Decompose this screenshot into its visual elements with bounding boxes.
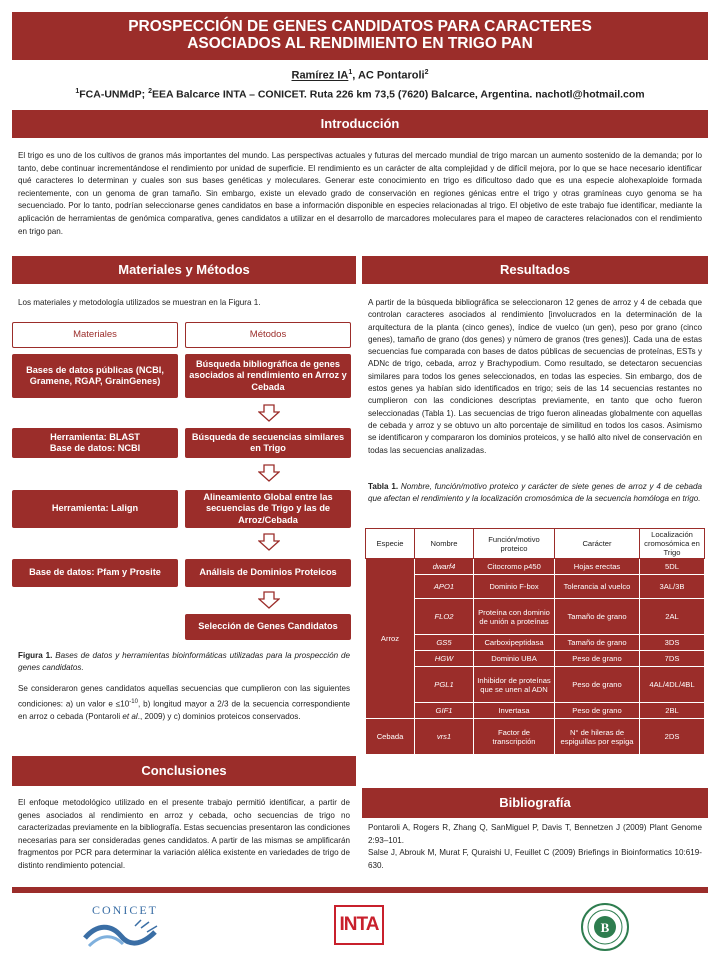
poster-title <box>12 12 708 60</box>
gene-function: Inhibidor de proteínas que se unen al ADN <box>474 667 555 703</box>
gene-trait: Tolerancia al vuelco <box>555 575 640 599</box>
table-1-caption: Tabla 1. Nombre, función/motivo proteico y carácter de siete genes de arroz y 4 de cebada que afectan el rendimiento y la localización cromosómica de la secuencia homóloga en trigo. <box>368 482 702 503</box>
methods-intro-text: Los materiales y metodología utilizados se muestran en la Figura 1. <box>18 298 261 307</box>
gene-location: 2BL <box>640 703 705 719</box>
gene-name: dwarf4 <box>415 559 474 575</box>
gene-location: 2AL <box>640 599 705 635</box>
gene-location: 3DS <box>640 635 705 651</box>
materials-box-lalign: Herramienta: Lalign <box>12 490 178 528</box>
gene-name: APO1 <box>415 575 474 599</box>
gene-name: GS5 <box>415 635 474 651</box>
author-ramirez: Ramírez IA <box>291 69 349 82</box>
authors: Ramírez $IA^1$, AC Pontaroli$^2$ <box>291 69 429 82</box>
conclusions-heading: Conclusiones <box>12 756 356 786</box>
gene-function: Citocromo p450 <box>474 559 555 575</box>
arrow-down-icon <box>258 464 280 482</box>
gene-name: PGL1 <box>415 667 474 703</box>
gene-trait: Tamaño de grano <box>555 599 640 635</box>
seal-icon <box>580 902 630 952</box>
methods-box-similar-search: Búsqueda de secuencias similares en Trigo <box>185 428 351 458</box>
results-heading: Resultados <box>362 256 708 284</box>
gene-trait: Peso de grano <box>555 667 640 703</box>
bibliography-ref-1: Pontaroli A, Rogers R, Zhang Q, SanMiguel P, Davis T, Bennetzen J (2009) Plant Genome 2:93–101. <box>368 823 702 845</box>
table-row <box>366 651 705 667</box>
author-pontaroli: , AC Pontaroli <box>352 69 425 82</box>
methods-heading: Materiales y Métodos <box>12 256 356 284</box>
gene-name: vrs1 <box>415 719 474 755</box>
conicet-logo <box>75 903 175 953</box>
bibliography-heading: Bibliografía <box>362 788 708 818</box>
col-header-trait: Carácter <box>555 529 640 559</box>
candidate-criteria-text: Se consideraron genes candidatos aquellas secuencias que cumplieron con las siguientes condiciones: a) un valor $e \le 10^{-10}$, b) longitud mayor a 2/3 de la secuencia correspondiente en arroz o cebada (Pontaroli et al., 2009) y c) dominios proteicos conservados. <box>18 684 350 721</box>
gene-trait: Peso de grano <box>555 651 640 667</box>
col-header-species: Especie <box>366 529 415 559</box>
arrow-down-icon <box>258 591 280 609</box>
gene-trait: Peso de grano <box>555 703 640 719</box>
gene-location: 2DS <box>640 719 705 755</box>
seal-letter: B <box>600 920 610 935</box>
conclusions-text: El enfoque metodológico utilizado en el presente trabajo permitió identificar, a partir de genes asociados al rendimiento en arroz y cebada, ocho secuencias de trigo no caracterizadas previamente en la bibliografía. Estas secuencias presentaron las condiciones necesarias para ser consideradas genes candidatos. A partir de las mismas se amplificarán fragmentos por PCR para determinar la variación alélica existente en variedades de trigo de distinto rendimiento potencial. <box>18 798 350 870</box>
gene-function: Carboxipeptidasa <box>474 635 555 651</box>
conicet-logo-text: CONICET <box>92 903 158 917</box>
table-row <box>366 719 705 755</box>
species-cell-rice: Arroz <box>366 559 415 719</box>
gene-function: Dominio F-box <box>474 575 555 599</box>
materials-box-pfam: Base de datos: Pfam y Prosite <box>12 559 178 587</box>
materials-box-blast <box>12 428 178 458</box>
table-row <box>366 559 705 575</box>
inta-logo <box>334 905 384 949</box>
gene-function: Proteína con dominio de unión a proteínas <box>474 599 555 635</box>
table-row <box>366 667 705 703</box>
arrow-down-icon <box>258 404 280 422</box>
gene-trait: Tamaño de grano <box>555 635 640 651</box>
blast-tool-label: Herramienta: BLAST <box>50 431 140 442</box>
blast-db-label: Base de datos: NCBI <box>49 443 141 453</box>
footer-divider <box>12 887 708 893</box>
col-header-function: Función/motivo proteico <box>474 529 555 559</box>
methods-box-global-alignment: Alineamiento Global entre las secuencias de Trigo y las de Arroz/Cebada <box>185 490 351 528</box>
results-table <box>365 528 705 755</box>
title-line-1: PROSPECCIÓN DE GENES CANDIDATOS PARA CARACTERES <box>128 18 592 35</box>
figure-1-caption: Figura 1. Bases de datos y herramientas bioinformáticas utilizadas para la prospección de genes candidatos. <box>18 651 350 672</box>
gene-trait: Hojas erectas <box>555 559 640 575</box>
gene-name: GIF1 <box>415 703 474 719</box>
methods-box-domain-analysis: Análisis de Dominios Proteicos <box>185 559 351 587</box>
arrow-down-icon <box>258 533 280 551</box>
intro-text: El trigo es uno de los cultivos de granos más importantes del mundo. Las perspectivas actuales y futuras del mercado mundial de trigo marcan un aumento sostenido de la demanda; por lo tanto, debe continuar incrementándose el rendimiento por unidad de superficie. El rendimiento es un carácter de alta complejidad y de difícil mejora, por lo que se hace necesario identificar qué caracteres lo determinan y cuales son sus bases genéticas y moleculares. Generar este conocimiento en trigo es dificultoso dado que es una especie alohexaploide formada recientemente, con un genoma de gran tamaño. Sin embargo, existe un elevado grado de conservación en regiones génicas entre el trigo y otras gramíneas cuyo genoma se ha secuenciado. Por lo tanto, podrían seleccionarse genes candidatos en base a información disponible en especies relacionadas al trigo. El objetivo de este trabajo fue identificar, mediante la aplicación de herramientas de genómica comparativa, genes candidatos a utilizar en el desarrollo de marcadores moleculares para el mapeo de caracteres relacionados con el rendimiento en trigo pan. <box>18 151 702 236</box>
gene-location: 4AL/4DL/4BL <box>640 667 705 703</box>
gene-location: 5DL <box>640 559 705 575</box>
table-header-row <box>366 529 705 559</box>
table-row <box>366 703 705 719</box>
intro-heading: Introducción <box>12 110 708 138</box>
table-row <box>366 635 705 651</box>
results-text: A partir de la búsqueda bibliográfica se seleccionaron 12 genes de arroz y 4 de cebada que controlan caracteres asociados al rendimiento [involucrados en la determinación de la arquitectura de la planta (cinco genes), índice de vuelco (un gen), peso por grano (cinco genes), tamaño de grano (dos genes) y número de granos (tres genes)]. Cada una de estas secuencias fue comparada con bases de datos públicas de secuencias de proteínas, ESTs y ADNc de trigo, cebada, arroz y Brachypodium. Como resultado, se detectaron secuencias similares para todos los genes seleccionados, en todas las especies. Sin embargo, dos de estos genes ya habían sido identificados en trigo; seis de las 14 secuencias restantes no cumplieron con las condiciones descriptas previamente, en tanto que ocho fueron seleccionadas (Tabla 1). Las secuencias de trigo fueron alineadas globalmente con aquellas de cebada y arroz y se obtuvo un alto porcentaje de similitud en todos los casos. Asimismo se identificaron y compararon los dominios proteicos, y se halló alto nivel de conservación en todas las secuencias analizadas. <box>368 298 702 455</box>
title-line-2: ASOCIADOS AL RENDIMIENTO EN TRIGO PAN <box>187 35 533 52</box>
materials-column-header: Materiales <box>12 322 178 348</box>
col-header-name: Nombre <box>415 529 474 559</box>
bibliography-ref-2: Salse J, Abrouk M, Murat F, Quraishi U, Feuillet C (2009) Briefings in Bioinformatics 10:619-630. <box>368 848 702 870</box>
species-cell-barley: Cebada <box>366 719 415 755</box>
col-header-location: Localización cromosómica en Trigo <box>640 529 705 559</box>
gene-name: FLO2 <box>415 599 474 635</box>
affiliations: $^1$FCA-UNMdP; $^2$EEA Balcarce INTA – CONICET. Ruta 226 km 73,5 (7620) Balcarce, Argentina. nachotl@hotmail.com <box>75 88 645 101</box>
inta-logo-text: INTA <box>334 905 384 945</box>
gene-location: 7DS <box>640 651 705 667</box>
conicet-wave-icon <box>75 918 175 952</box>
gene-function: Invertasa <box>474 703 555 719</box>
materials-box-databases: Bases de datos públicas (NCBI, Gramene, RGAP, GrainGenes) <box>12 354 178 398</box>
gene-function: Factor de transcripción <box>474 719 555 755</box>
gene-function: Dominio UBA <box>474 651 555 667</box>
table-row <box>366 575 705 599</box>
methods-box-candidate-selection: Selección de Genes Candidatos <box>185 614 351 640</box>
gene-name: HGW <box>415 651 474 667</box>
methods-box-bibliographic-search: Búsqueda bibliográfica de genes asociados al rendimiento en Arroz y Cebada <box>185 354 351 398</box>
institution-seal-logo <box>580 902 630 952</box>
methods-column-header: Métodos <box>185 322 351 348</box>
table-row <box>366 599 705 635</box>
gene-location: 3AL/3B <box>640 575 705 599</box>
gene-trait: N° de hileras de espiguillas por espiga <box>555 719 640 755</box>
